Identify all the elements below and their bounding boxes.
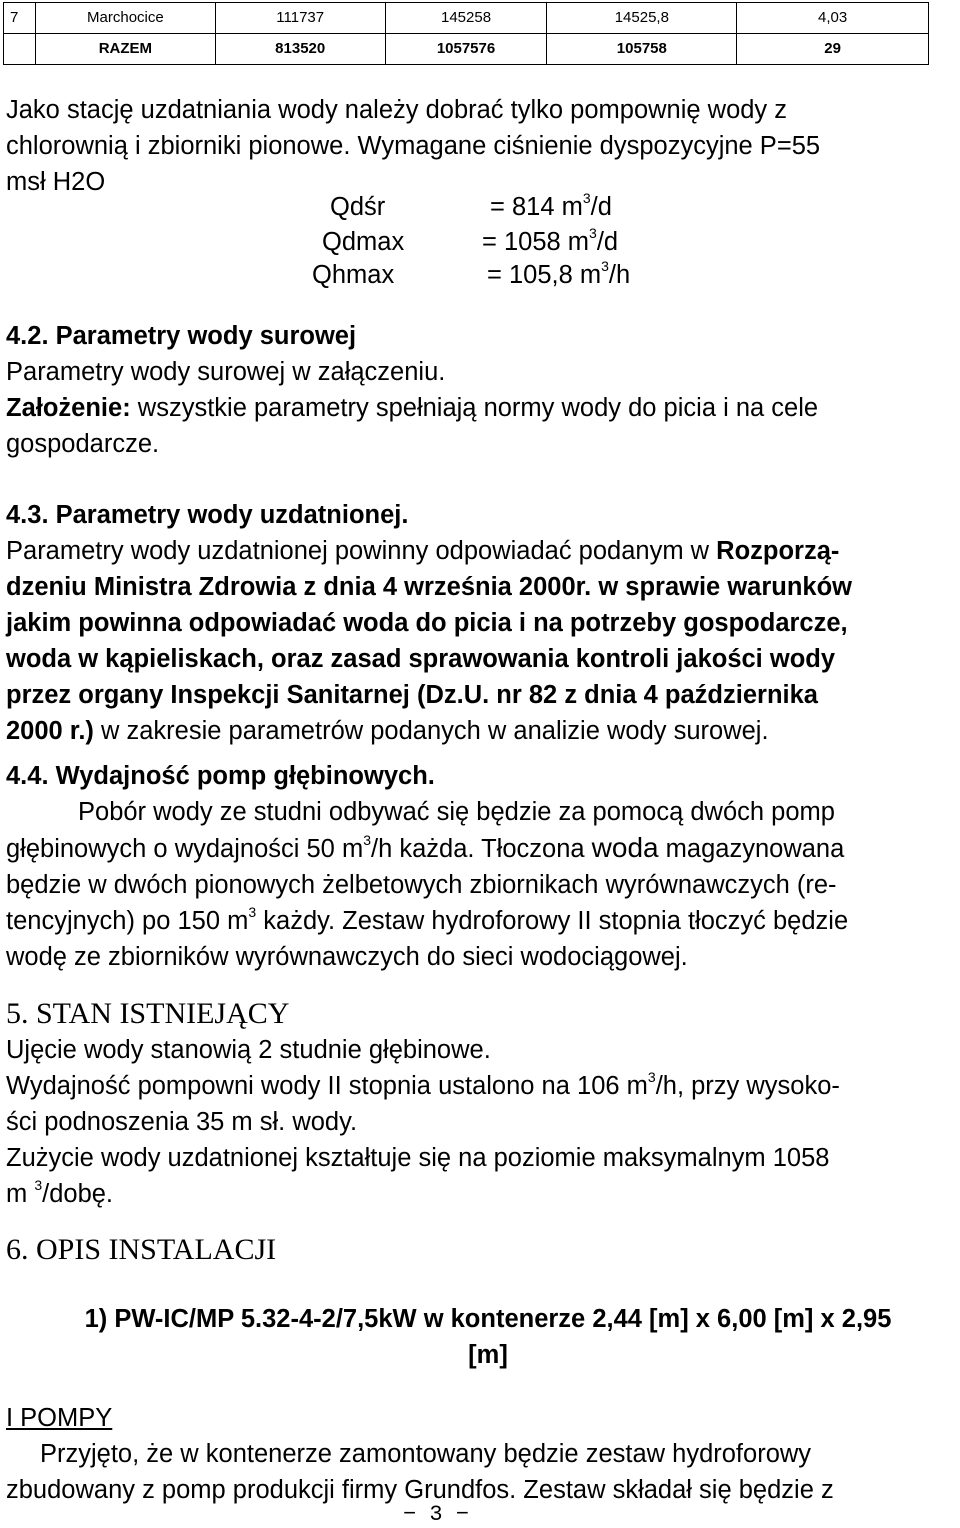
text-line [6,569,956,605]
text-line: zbudowany z pomp produkcji firmy Grundfos. Zestaw składał się będzie z [6,1476,834,1504]
table-cell: 29 [737,34,929,65]
text-line [6,713,956,749]
text-line: Przyjęto, że w kontenerze zamontowany będzie zestaw hydroforowy [40,1440,812,1468]
text-span: /dobę. [42,1180,114,1208]
text-line: ści podnoszenia 35 m sł. wody. [6,1108,358,1136]
section-heading: 4.3. Parametry wody uzdatnionej. [6,501,409,529]
table-cell: 105758 [547,34,737,65]
sub-heading: I POMPY [6,1404,113,1432]
table-cell: 4,03 [737,3,929,34]
text-line: Ujęcie wody stanowią 2 studnie głębinowe. [6,1036,491,1064]
text-line: gospodarcze. [6,430,160,458]
formula-unit: /d [590,193,612,221]
section-4-3 [6,497,956,749]
text-line: Parametry wody surowej w załączeniu. [6,358,446,386]
formula-value [482,224,618,260]
section-heading: 4.2. Parametry wody surowej [6,322,357,350]
text-line: Jako stację uzdatniania wody należy dobrać tylko pompownię wody z [6,96,788,124]
text-span: /h, przy wysoko- [655,1072,840,1100]
text-span: /h każda. Tłoczona [370,835,592,863]
text-line [6,390,956,426]
table-cell: Marchocice [35,3,215,34]
text-span: Wydajność pompowni wody II stopnia ustalono na 106 m [6,1072,648,1100]
table-cell: RAZEM [35,34,215,65]
text-line: jakim powinna odpowiadać woda do picia i na potrzeby gospodarcze, [6,609,848,637]
text-line: Zużycie wody uzdatnionej kształtuje się na poziomie maksymalnym 1058 [6,1144,830,1172]
formula-value-text: = 814 m [490,193,583,221]
section-heading: 6. OPIS INSTALACJI [6,1233,277,1266]
table-row [4,34,929,65]
section-heading: 5. STAN ISTNIEJĄCY [6,997,290,1030]
table-cell: 111737 [215,3,385,34]
text-line: woda w kąpieliskach, oraz zasad sprawowania kontroli jakości wody [6,645,836,673]
superscript: 3 [647,1069,656,1085]
text-line [6,533,956,569]
formula-value [490,189,612,225]
text-span: w sprawie warunków [591,573,853,601]
formula-unit: /h [608,261,631,289]
text-span: magazynowana [658,835,845,863]
text-line: chlorownią i zbiorniki pionowe. Wymagane ciśnienie dyspozycyjne P=55 [6,132,821,160]
table-cell: 145258 [385,3,547,34]
table-cell: 7 [4,3,36,34]
summary-table [3,2,929,65]
text-line [6,1068,956,1104]
text-line: przez organy Inspekcji Sanitarnej (Dz.U. nr 82 z dnia 4 października [6,681,818,709]
text-span: głębinowych o wydajności 50 m [6,835,364,863]
text-line: Pobór wody ze studni odbywać się będzie za pomocą dwóch pomp [78,798,835,826]
formula-name: Qhmax [312,261,395,289]
superscript: 3 [363,832,371,848]
section-heading: 4.4. Wydajność pomp głębinowych. [6,762,435,790]
formula-name: Qdśr [330,193,386,221]
text-span: dzeniu Ministra Zdrowia z dnia 4 września 2000r. [6,573,592,601]
pumps-section [6,1400,956,1508]
table-cell [4,34,36,65]
text-span: każdy. Zestaw hydroforowy II stopnia tłoczyć będzie [256,907,849,935]
text-span: wszystkie parametry spełniają normy wody do picia i na cele [130,394,819,422]
installation-item [28,1301,948,1373]
superscript: 3 [601,258,609,274]
text-line: 1) PW-IC/MP 5.32-4-2/7,5kW w kontenerze 2,44 [m] x 6,00 [m] x 2,95 [84,1305,892,1333]
text-line: msł H2O [6,168,106,196]
text-line [6,830,956,867]
text-span: w zakresie parametrów podanych w analizie wody surowej. [93,717,769,745]
page-number: − 3 − [402,1502,469,1527]
text-span: Rozporzą- [716,537,840,565]
text-line: wodę ze zbiorników wyrównawczych do sieci wodociągowej. [6,943,688,971]
text-span: woda [591,832,659,863]
table-cell: 14525,8 [547,3,737,34]
text-span: 2000 r.) [6,717,94,745]
intro-paragraph [6,92,956,200]
text-span: Parametry wody uzdatnionej powinny odpowiadać podanym w [6,537,717,565]
section-5 [6,996,956,1212]
text-line [6,1176,956,1212]
section-4-4 [6,758,956,975]
bold-lead: Założenie: [6,394,131,422]
table-row [4,3,929,34]
formula-value-text: = 1058 m [482,228,590,256]
formula-value [487,257,630,293]
superscript: 3 [582,190,591,206]
section-6 [6,1232,956,1268]
text-line: [m] [468,1341,508,1369]
superscript: 3 [248,904,257,920]
table-cell: 1057576 [385,34,547,65]
section-4-2 [6,318,956,462]
text-span: m [6,1180,35,1208]
superscript: 3 [589,225,597,241]
text-line [6,903,956,939]
text-span: tencyjnych) po 150 m [6,907,249,935]
superscript: 3 [34,1177,43,1193]
formula-value-text: = 105,8 m [487,261,602,289]
text-line: będzie w dwóch pionowych żelbetowych zbiornikach wyrównawczych (re- [6,871,837,899]
formula-name: Qdmax [322,228,405,256]
table-cell: 813520 [215,34,385,65]
formula-unit: /d [596,228,619,256]
